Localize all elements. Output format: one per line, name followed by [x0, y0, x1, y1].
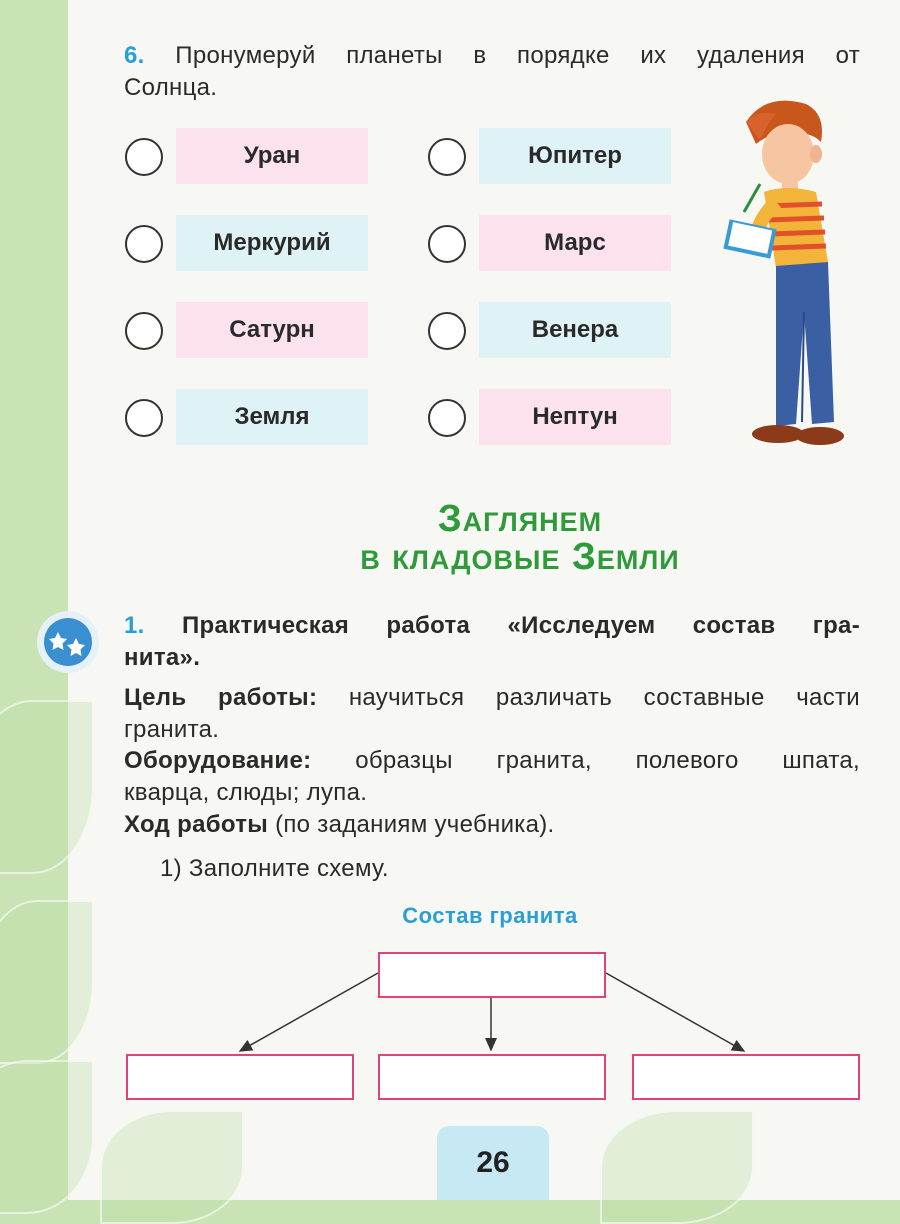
- process-text: (по заданиям учебника).: [275, 811, 555, 838]
- section-title-line1: Заглянем: [437, 498, 603, 540]
- task1-number: 1.: [124, 612, 145, 639]
- task1-title: Практическая работа «Исследуем состав гра-: [181, 612, 860, 639]
- goal-text: научиться различать составные части: [348, 684, 860, 711]
- task6-number: 6.: [124, 42, 145, 69]
- task6-line2: Солнца.: [124, 74, 218, 101]
- task1-title-line2: нита».: [124, 644, 201, 671]
- planet-label-earth: Земля: [176, 389, 368, 445]
- planet-label-uranus: Уран: [176, 128, 368, 184]
- equipment-label: Оборудование:: [124, 747, 312, 774]
- planet-label-mercury: Меркурий: [176, 215, 368, 271]
- equipment-line2: кварца, слюды; лупа.: [124, 779, 368, 806]
- goal-line2: гранита.: [124, 716, 220, 743]
- scheme-title: Состав гранита: [402, 903, 578, 928]
- planet-label-venus: Венера: [479, 302, 671, 358]
- scheme-box-right[interactable]: [632, 1054, 860, 1100]
- page-number: 26: [437, 1126, 549, 1200]
- arrow-right: [606, 973, 744, 1051]
- scheme-box-top[interactable]: [378, 952, 606, 998]
- planet-label-saturn: Сатурн: [176, 302, 368, 358]
- scheme-box-middle[interactable]: [378, 1054, 606, 1100]
- process-label: Ход работы: [124, 811, 269, 838]
- planet-label-neptune: Нептун: [479, 389, 671, 445]
- section-title-line2: в кладовые Земли: [360, 536, 680, 578]
- goal-label: Цель работы:: [124, 684, 318, 711]
- arrow-left: [240, 973, 378, 1051]
- planet-label-mars: Марс: [479, 215, 671, 271]
- planet-label-jupiter: Юпитер: [479, 128, 671, 184]
- step-1: 1) Заполните схему.: [160, 855, 389, 882]
- equipment-text: образцы гранита, полевого шпата,: [355, 747, 860, 774]
- task6-text: Пронумеруй планеты в порядке их удаления от: [175, 42, 860, 69]
- scheme-box-left[interactable]: [126, 1054, 354, 1100]
